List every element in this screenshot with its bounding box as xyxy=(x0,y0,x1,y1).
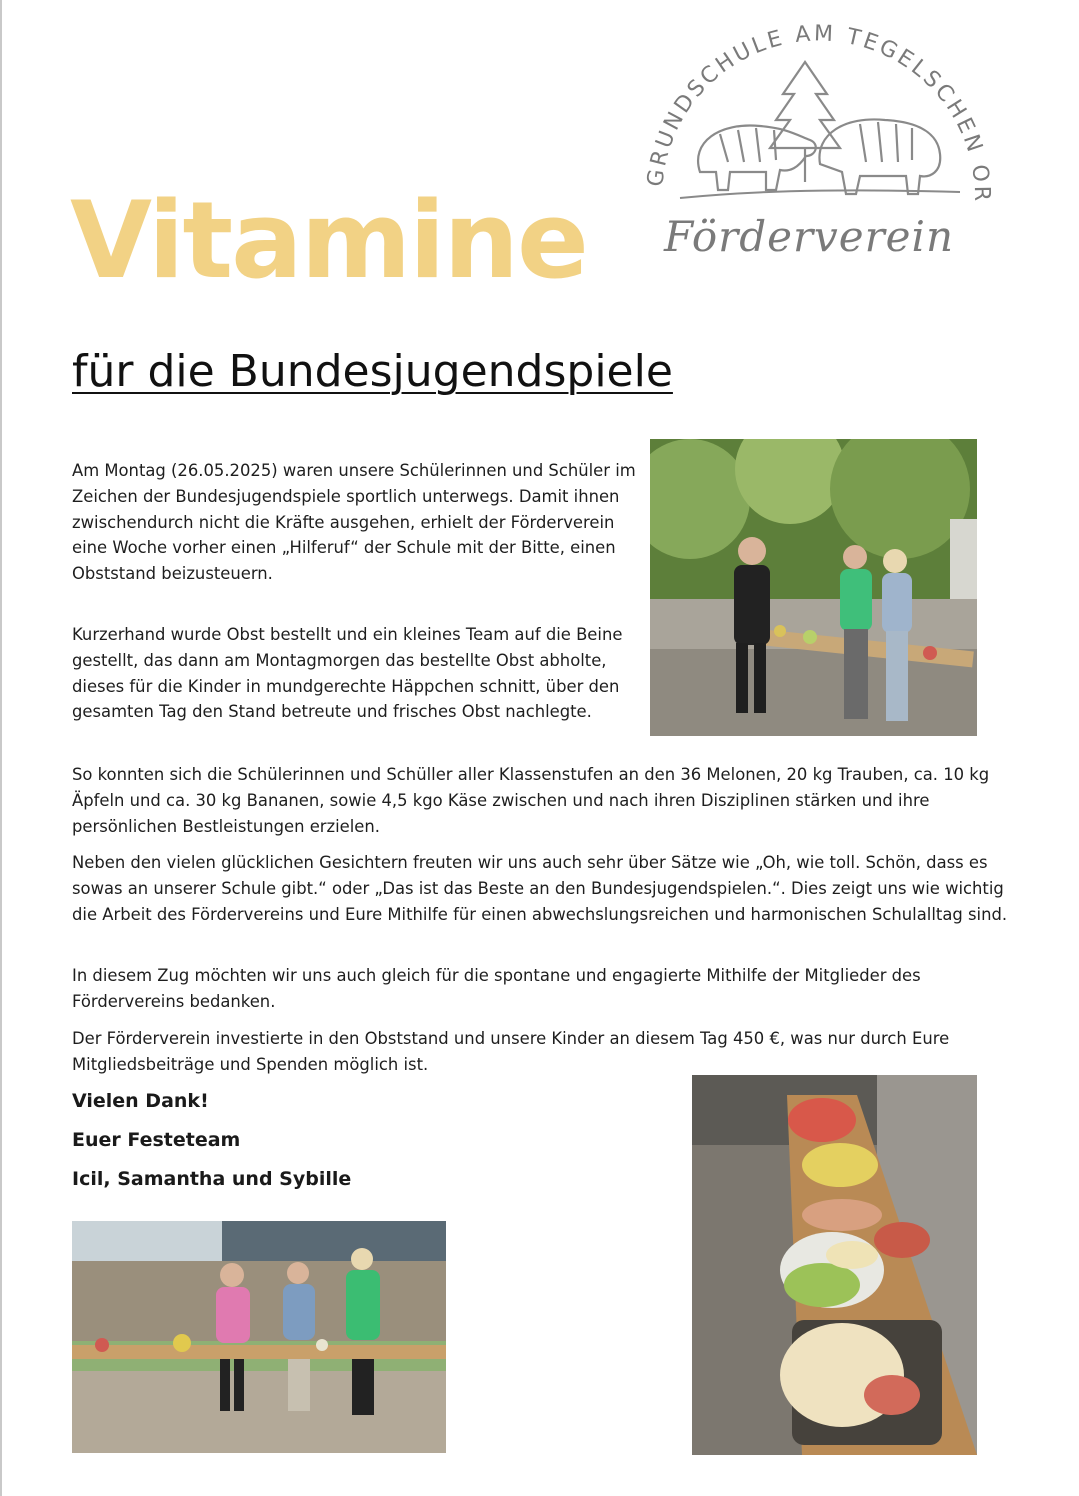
signoff-thanks: Vielen Dank! xyxy=(72,1090,209,1112)
page-edge xyxy=(0,0,2,1496)
signoff-names: Icil, Samantha und Sybille xyxy=(72,1168,352,1190)
tree-icon xyxy=(770,62,840,182)
tapir-icon xyxy=(698,119,940,194)
photo-fruit-stand-team xyxy=(650,439,977,736)
photo-fruit-table xyxy=(692,1075,977,1455)
school-logo xyxy=(620,22,1010,272)
paragraph-thanks-members: In diesem Zug möchten wir uns auch gleich für die spontane und engagierte Mithilfe der Mitglieder des Fördervereins bedanken. xyxy=(72,966,921,1011)
paragraph-investment: Der Förderverein investierte in den Obststand und unsere Kinder an diesem Tag 450 €, was nur durch Eure Mitgliedsbeiträge und Spenden möglich ist. xyxy=(72,1029,950,1074)
page-subtitle: für die Bundesjugendspiele xyxy=(72,346,673,397)
logo-arc-text: GRUNDSCHULE AM TEGELSCHEN OR xyxy=(643,22,995,203)
page-title: Vitamine xyxy=(70,179,587,302)
paragraph-intro: Am Montag (26.05.2025) waren unsere Schülerinnen und Schüler im Zeichen der Bundesjugendspiele sportlich unterwegs. Damit ihnen zwischendurch nicht die Kräfte ausgehen, erhielt der Förderverein eine Woche vorher einen „Hilferuf“ der Schule mit der Bitte, einen Obststand beizusteuern. xyxy=(72,461,636,584)
paragraph-fruit: So konnten sich die Schülerinnen und Schüller aller Klassenstufen an den 36 Melonen, 20 kg Trauben, ca. 10 kg Äpfeln und ca. 30 kg Bananen, sowie 4,5 kgo Käse zwischen und nach ihren Disziplinen stärken und ihre persönlichen Bestleistungen erzielen. xyxy=(72,765,990,836)
paragraph-quotes: Neben den vielen glücklichen Gesichtern freuten wir uns auch sehr über Sätze wie „Oh, wie toll. Schön, dass es sowas an unserer Schule gibt.“ oder „Das ist das Beste an den Bundesjugendspielen.“. Dies zeigt uns wie wichtig die Arbeit des Fördervereins und Eure Mithilfe für einen abwechslungsreichen und harmonischen Schulalltag sind. xyxy=(72,853,1008,924)
photo-cutting-fruit xyxy=(72,1221,446,1453)
logo-wordmark: Förderverein xyxy=(664,212,955,261)
signoff-team: Euer Festeteam xyxy=(72,1129,241,1151)
paragraph-team: Kurzerhand wurde Obst bestellt und ein kleines Team auf die Beine gestellt, das dann am Montagmorgen das bestellte Obst abholte, dieses für die Kinder in mundgerechte Häppchen schnitt, über den gesamten Tag den Stand betreute und frisches Obst nachlegte. xyxy=(72,625,623,722)
